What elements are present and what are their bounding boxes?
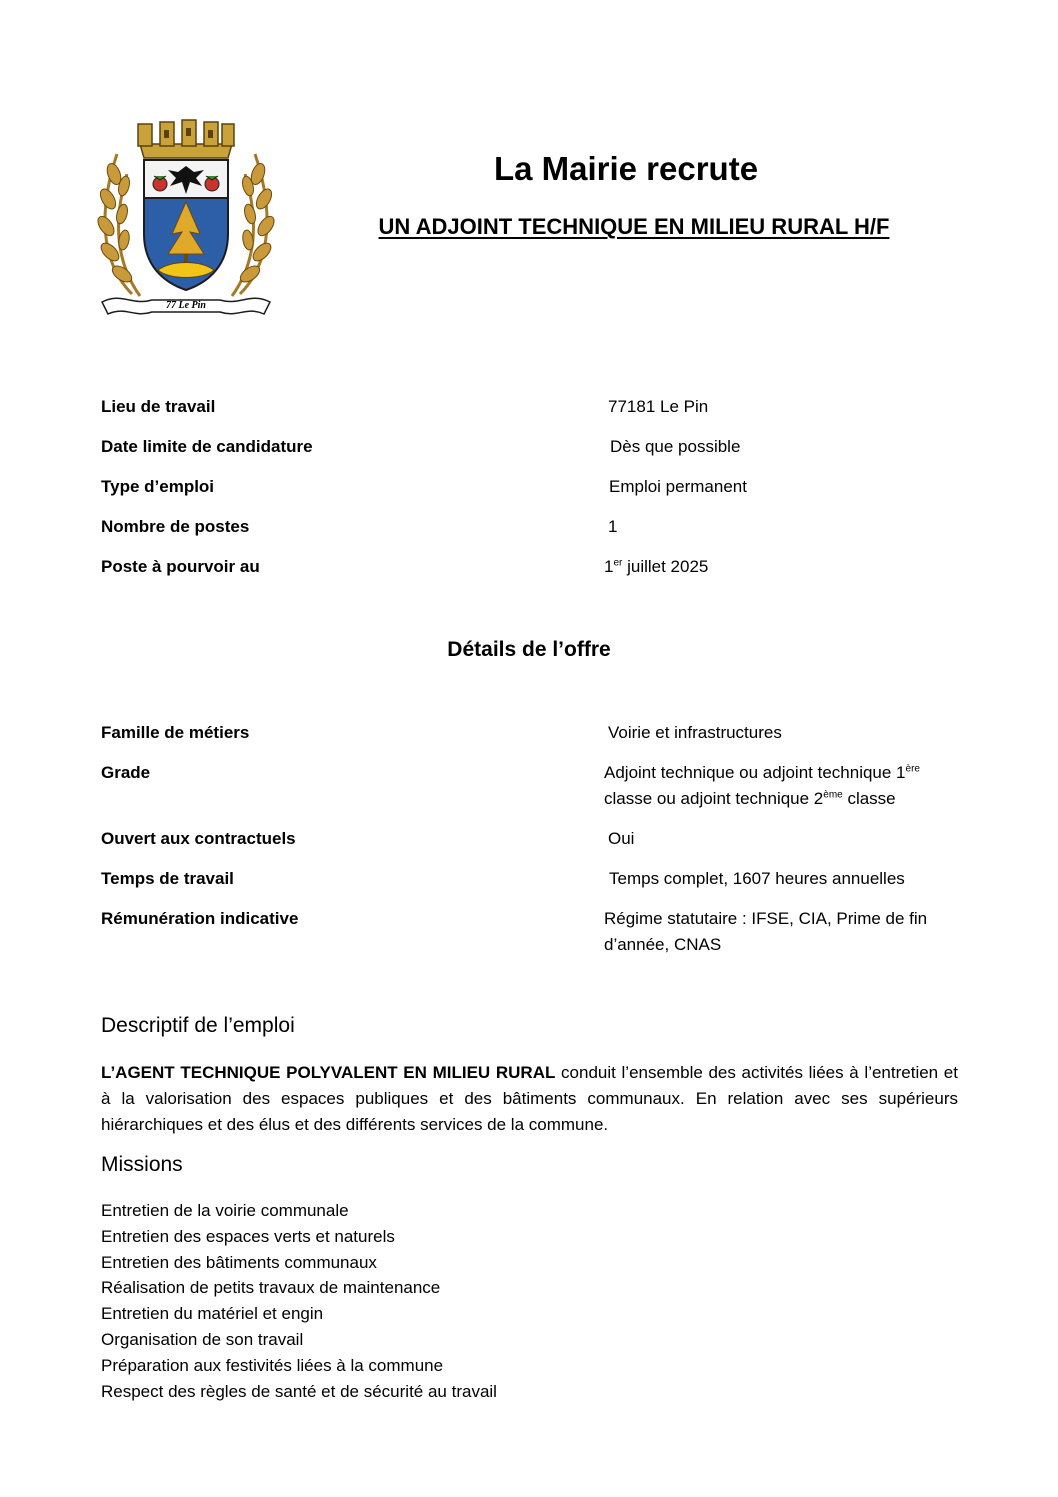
mission-item: Entretien de la voirie communale bbox=[101, 1201, 349, 1220]
details-value: Adjoint technique ou adjoint technique 1ère classe ou adjoint technique 2ème classe bbox=[604, 763, 920, 808]
mission-item: Respect des règles de santé et de sécurité au travail bbox=[101, 1381, 497, 1401]
info-value: 1 bbox=[608, 517, 618, 536]
info-label: Date limite de candidature bbox=[101, 437, 313, 456]
descriptif-text: conduit l’ensemble des activités liées à l’entretien et à la valorisation des espaces publiques et des bâtiments communaux. En relation avec ses supérieurs hiérarchiques et des élus et des différents services de la commune. bbox=[101, 1063, 958, 1134]
details-label: Rémunération indicative bbox=[101, 909, 299, 928]
missions-list bbox=[101, 1198, 497, 1404]
mission-item: Entretien des bâtiments communaux bbox=[101, 1252, 377, 1272]
details-label: Famille de métiers bbox=[101, 723, 250, 742]
info-label: Lieu de travail bbox=[101, 397, 216, 416]
details-label: Grade bbox=[101, 763, 151, 782]
details-value: Oui bbox=[608, 829, 635, 848]
info-label: Type d’emploi bbox=[101, 477, 215, 496]
page-subtitle: UN ADJOINT TECHNIQUE EN MILIEU RURAL H/F bbox=[378, 214, 890, 239]
info-value: Emploi permanent bbox=[609, 477, 747, 496]
details-label: Temps de travail bbox=[101, 869, 234, 888]
info-value: Dès que possible bbox=[610, 437, 741, 456]
page-title: La Mairie recrute bbox=[493, 150, 759, 187]
missions-heading: Missions bbox=[101, 1153, 183, 1176]
info-value: 1er juillet 2025 bbox=[604, 557, 709, 576]
info-label: Nombre de postes bbox=[101, 517, 250, 536]
mission-item: Réalisation de petits travaux de maintenance bbox=[101, 1278, 441, 1298]
info-value: 77181 Le Pin bbox=[608, 397, 709, 416]
details-heading: Détails de l’offre bbox=[447, 638, 611, 661]
descriptif-paragraph bbox=[101, 1060, 958, 1138]
info-label: Poste à pourvoir au bbox=[101, 557, 260, 576]
mission-item: Entretien des espaces verts et naturels bbox=[101, 1226, 395, 1246]
mission-item: Entretien du matériel et engin bbox=[101, 1304, 324, 1324]
mission-item: Organisation de son travail bbox=[101, 1329, 304, 1349]
mission-item: Préparation aux festivités liées à la commune bbox=[101, 1355, 444, 1375]
descriptif-lead: L’AGENT TECHNIQUE POLYVALENT EN MILIEU RURAL bbox=[101, 1063, 556, 1082]
crest-caption: 77 Le Pin bbox=[166, 300, 206, 311]
details-value: Régime statutaire : IFSE, CIA, Prime de fin d’année, CNAS bbox=[604, 909, 928, 954]
descriptif-heading: Descriptif de l’emploi bbox=[101, 1014, 295, 1037]
details-label: Ouvert aux contractuels bbox=[101, 829, 296, 848]
details-value: Temps complet, 1607 heures annuelles bbox=[609, 869, 905, 888]
details-value: Voirie et infrastructures bbox=[608, 723, 782, 742]
